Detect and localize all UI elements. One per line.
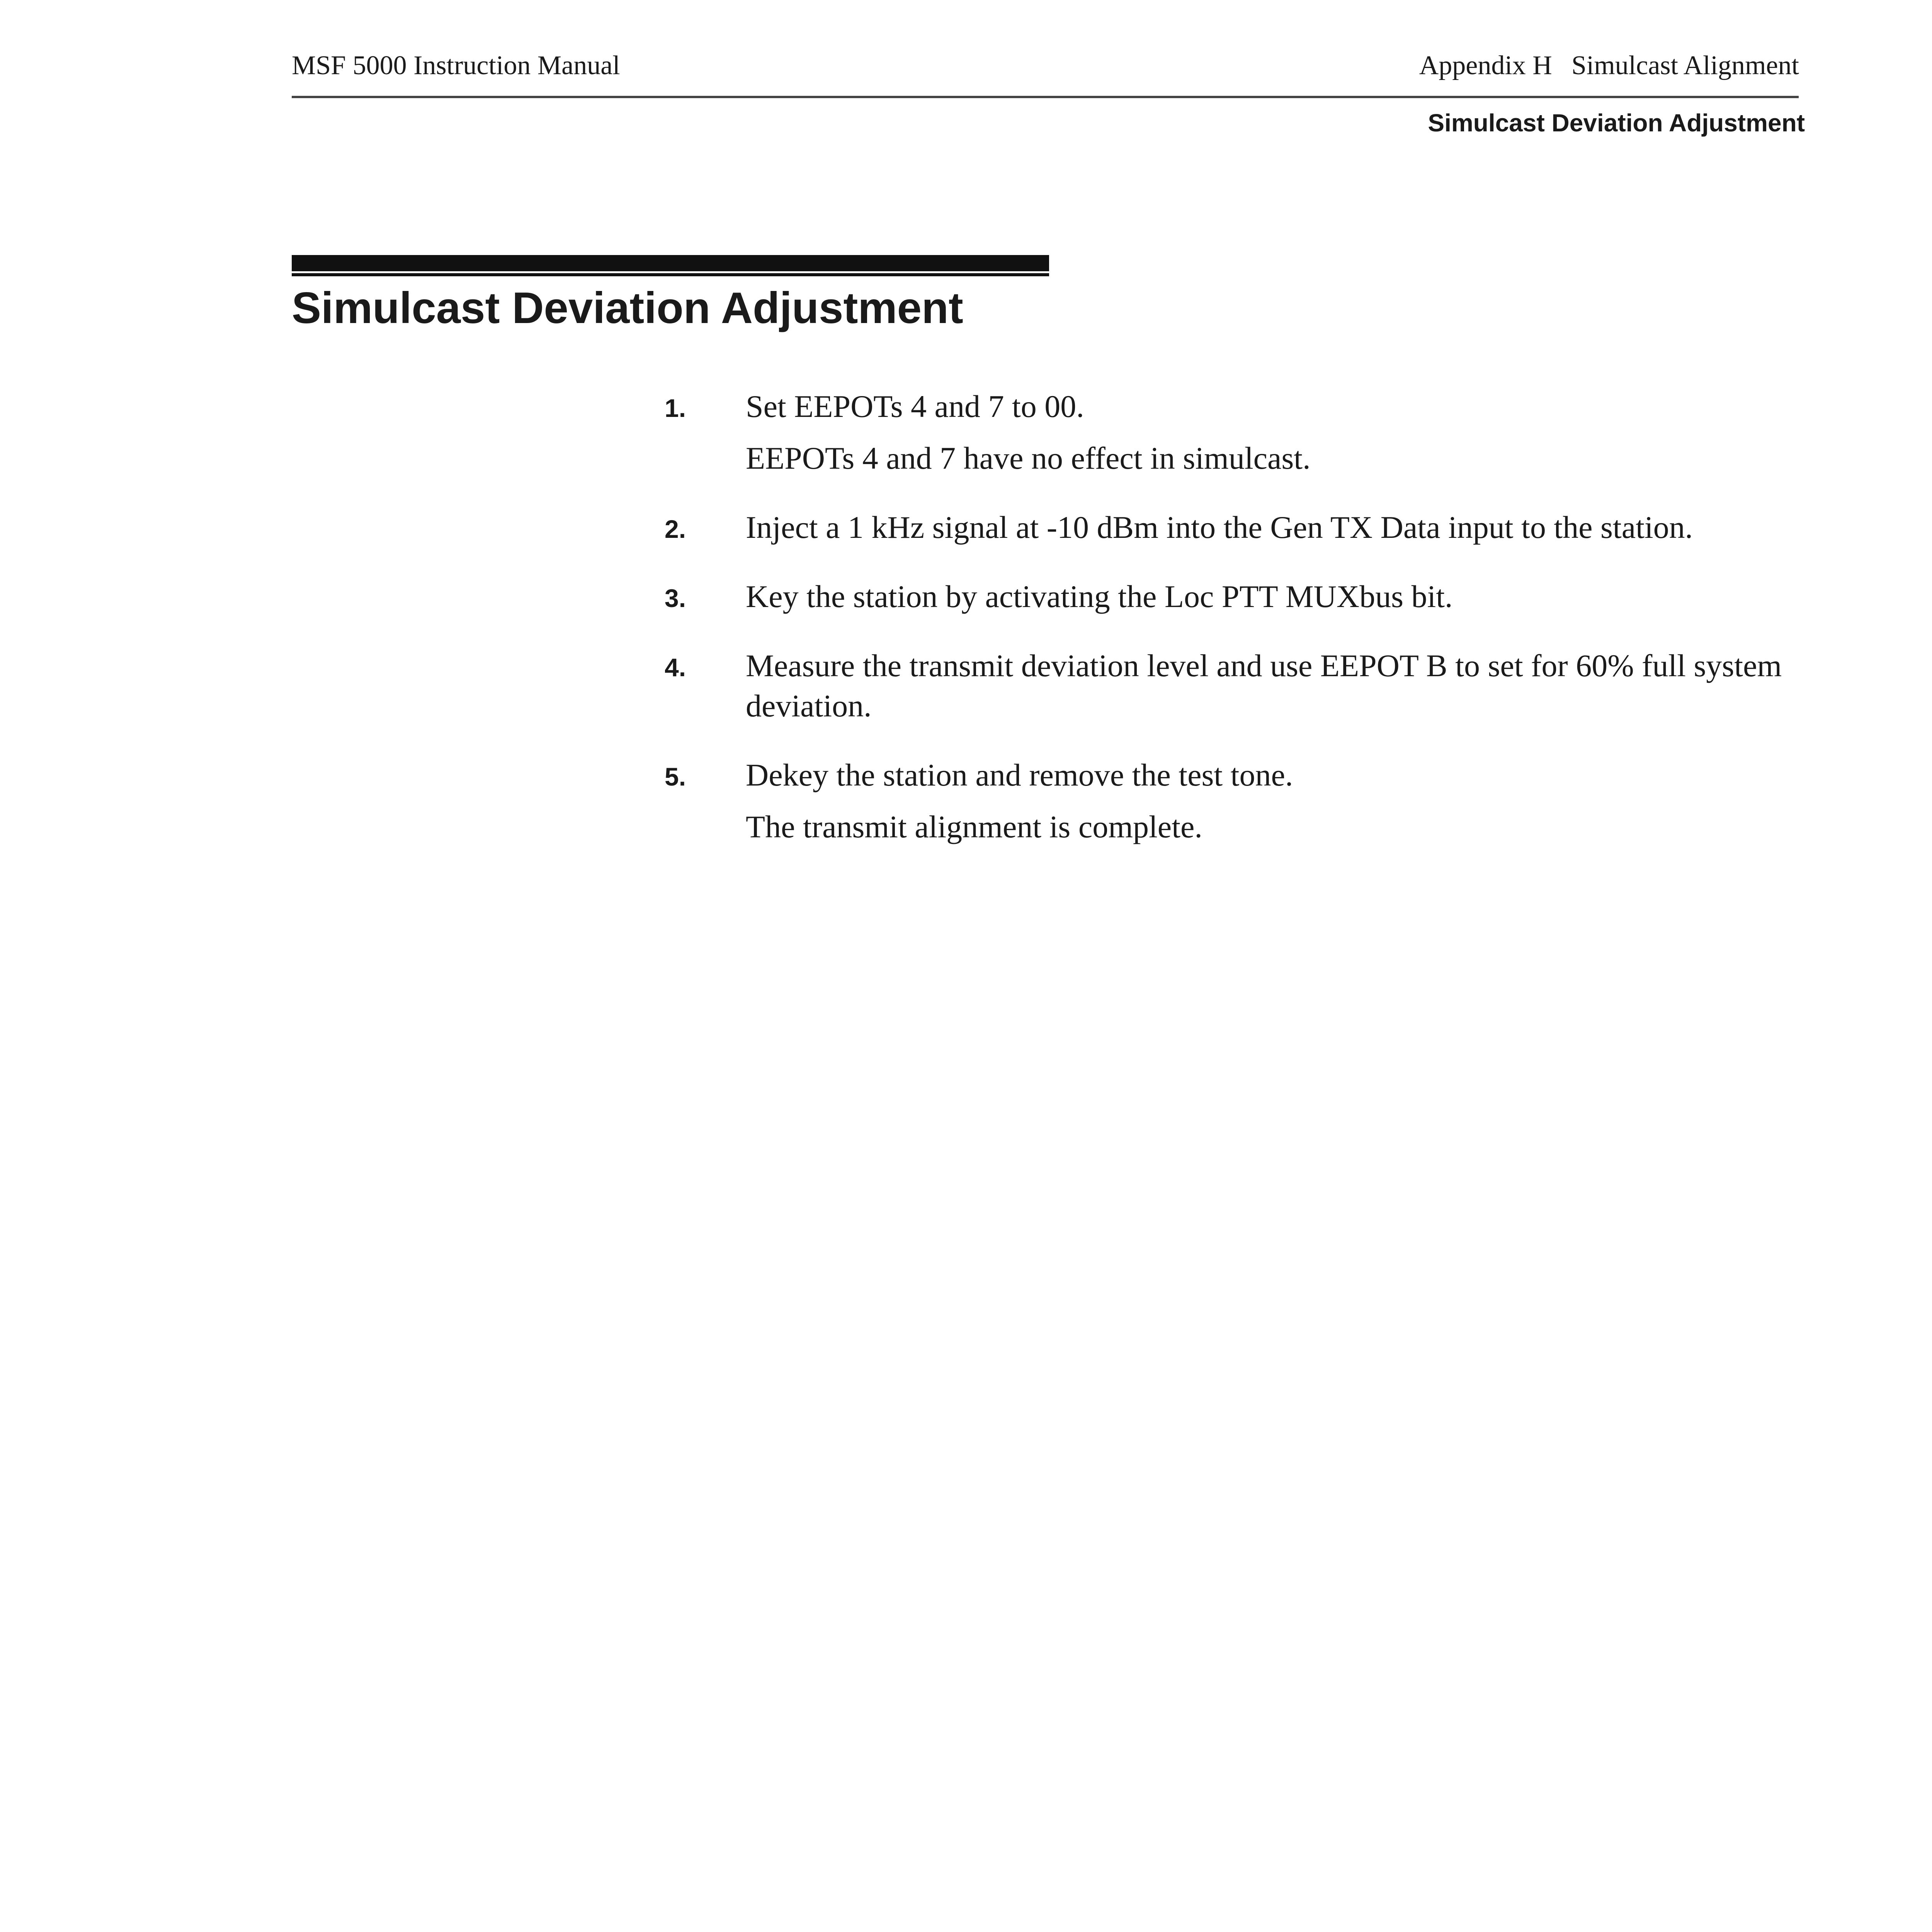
appendix-header (1419, 48, 1799, 83)
step-text: Set EEPOTs 4 and 7 to 00. (746, 389, 1084, 424)
step-item (665, 755, 1797, 847)
step-text: Dekey the station and remove the test tone. (746, 757, 1293, 793)
step-text: Inject a 1 kHz signal at -10 dBm into the Gen TX Data input to the station. (746, 510, 1693, 545)
page-title: Simulcast Deviation Adjustment (292, 284, 963, 333)
step-text: Key the station by activating the Loc PTT MUXbus bit. (746, 579, 1453, 614)
manual-title: MSF 5000 Instruction Manual (292, 51, 620, 80)
step-number: 5. (665, 762, 686, 791)
step-number: 1. (665, 394, 686, 422)
step-item (665, 646, 1797, 726)
title-bar (292, 255, 1049, 271)
step-text: Measure the transmit deviation level and use EEPOT B to set for 60% full system deviation. (746, 648, 1782, 723)
step-number: 2. (665, 515, 686, 543)
step-number: 3. (665, 584, 686, 612)
step-item (665, 507, 1797, 548)
appendix-title: Simulcast Alignment (1571, 51, 1799, 80)
step-item (665, 577, 1797, 617)
title-bar-underline (292, 273, 1049, 276)
step-note: The transmit alignment is complete. (746, 809, 1202, 844)
appendix-label: Appendix H (1419, 51, 1552, 80)
section-running-head: Simulcast Deviation Adjustment (1428, 109, 1805, 137)
step-number: 4. (665, 653, 686, 682)
procedure-steps (665, 386, 1797, 876)
step-item (665, 386, 1797, 478)
header-rule (292, 96, 1799, 98)
step-note: EEPOTs 4 and 7 have no effect in simulcast. (746, 440, 1311, 476)
